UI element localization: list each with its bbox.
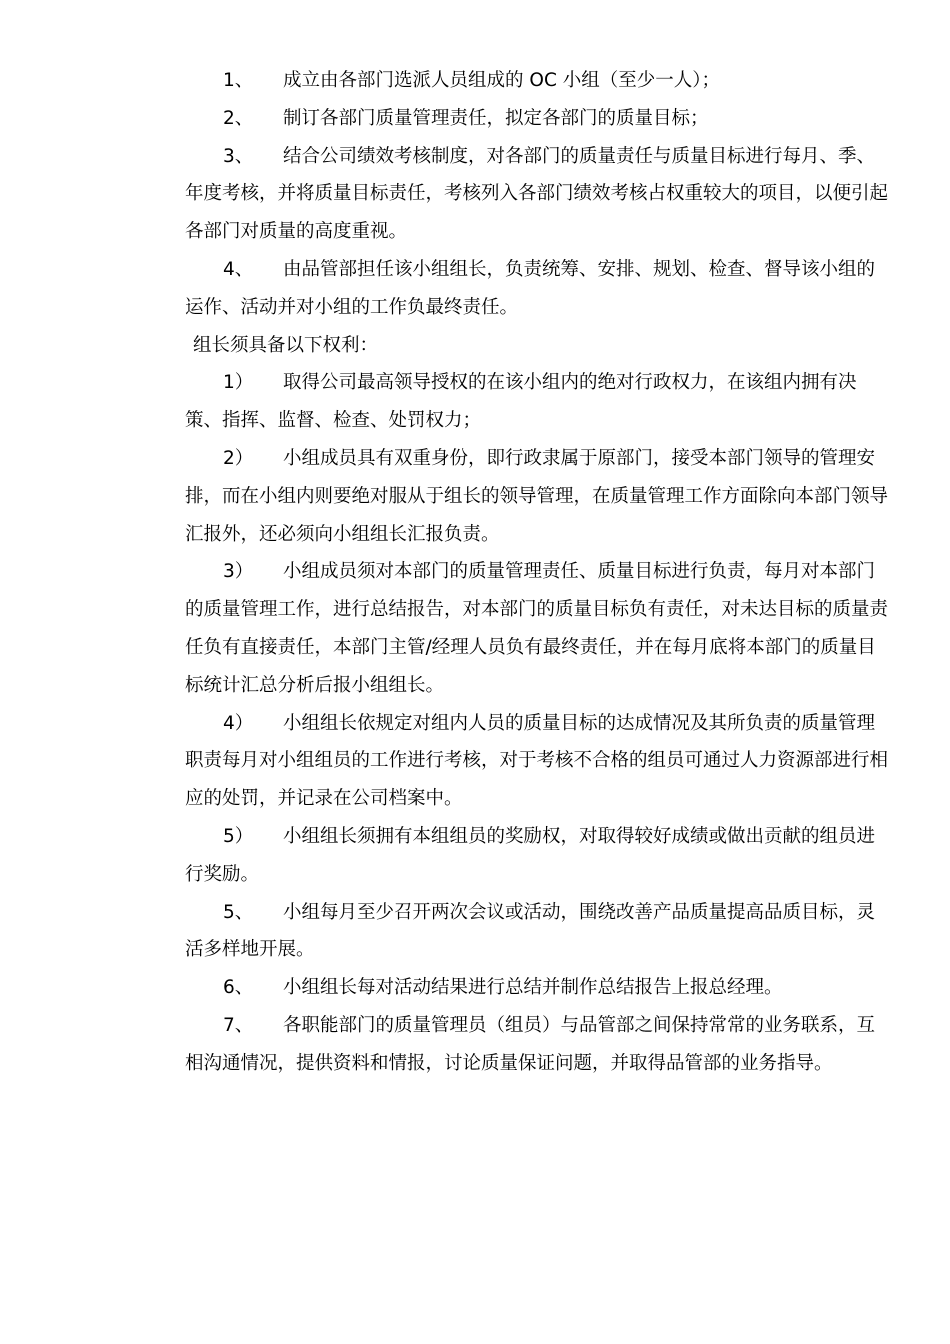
item-number: 5） xyxy=(223,825,254,847)
item-number: 2、 xyxy=(223,107,254,129)
list-item xyxy=(185,894,890,970)
item-number: 2） xyxy=(223,447,254,469)
item-text: 由品管部担任该小组组长，负责统筹、安排、规划、检查、督导该小组的运作、活动并对小组的工作负最终责任。 xyxy=(185,258,876,318)
list-item xyxy=(185,100,890,138)
item-text: 小组组长每对活动结果进行总结并制作总结报告上报总经理。 xyxy=(283,977,783,999)
rights-item xyxy=(185,553,890,704)
rights-heading: 组长须具备以下权利： xyxy=(193,334,379,356)
item-number: 4） xyxy=(223,712,254,734)
rights-item xyxy=(185,364,890,440)
item-text: 取得公司最高领导授权的在该小组内的绝对行政权力，在该组内拥有决策、指挥、监督、检查、处罚权力； xyxy=(185,372,857,432)
rights-item xyxy=(185,705,890,818)
list-item xyxy=(185,969,890,1007)
item-number: 4、 xyxy=(223,258,254,280)
item-number: 3、 xyxy=(223,145,254,167)
item-text: 制订各部门质量管理责任，拟定各部门的质量目标； xyxy=(283,107,709,129)
document-body xyxy=(185,62,890,1083)
item-text: 小组成员具有双重身份，即行政隶属于原部门，接受本部门领导的管理安排，而在小组内则要绝对服从于组长的领导管理，在质量管理工作方面除向本部门领导汇报外，还必须向小组组长汇报负责。 xyxy=(185,447,889,545)
rights-item xyxy=(185,440,890,553)
item-text: 小组成员须对本部门的质量管理责任、质量目标进行负责，每月对本部门的质量管理工作，进行总结报告，对本部门的质量目标负有责任，对未达目标的质量责任负有直接责任，本部门主管/经理人员负有最终责任，并在每月底将本部门的质量目标统计汇总分析后报小组组长。 xyxy=(185,561,889,696)
item-text: 成立由各部门选派人员组成的 OC 小组（至少一人）； xyxy=(283,70,720,91)
item-text: 小组组长须拥有本组组员的奖励权，对取得较好成绩或做出贡献的组员进行奖励。 xyxy=(185,825,876,885)
item-text: 小组每月至少召开两次会议或活动，围绕改善产品质量提高品质目标，灵活多样地开展。 xyxy=(185,901,876,961)
item-text: 小组组长依规定对组内人员的质量目标的达成情况及其所负责的质量管理职责每月对小组组员的工作进行考核，对于考核不合格的组员可通过人力资源部进行相应的处罚，并记录在公司档案中。 xyxy=(185,712,889,810)
item-text: 各职能部门的质量管理员（组员）与品管部之间保持常常的业务联系，互相沟通情况，提供资料和情报，讨论质量保证问题，并取得品管部的业务指导。 xyxy=(185,1014,876,1074)
list-item xyxy=(185,251,890,327)
list-item xyxy=(185,1007,890,1083)
list-item xyxy=(185,62,890,100)
list-item xyxy=(185,138,890,251)
item-number: 1） xyxy=(223,372,254,394)
item-number: 3） xyxy=(223,561,254,583)
rights-item xyxy=(185,818,890,894)
item-number: 1、 xyxy=(223,70,254,91)
item-number: 7、 xyxy=(223,1014,254,1036)
item-number: 5、 xyxy=(223,901,254,923)
item-text: 结合公司绩效考核制度，对各部门的质量责任与质量目标进行每月、季、年度考核，并将质量目标责任，考核列入各部门绩效考核占权重较大的项目，以便引起各部门对质量的高度重视。 xyxy=(185,145,889,243)
item-number: 6、 xyxy=(223,977,254,999)
